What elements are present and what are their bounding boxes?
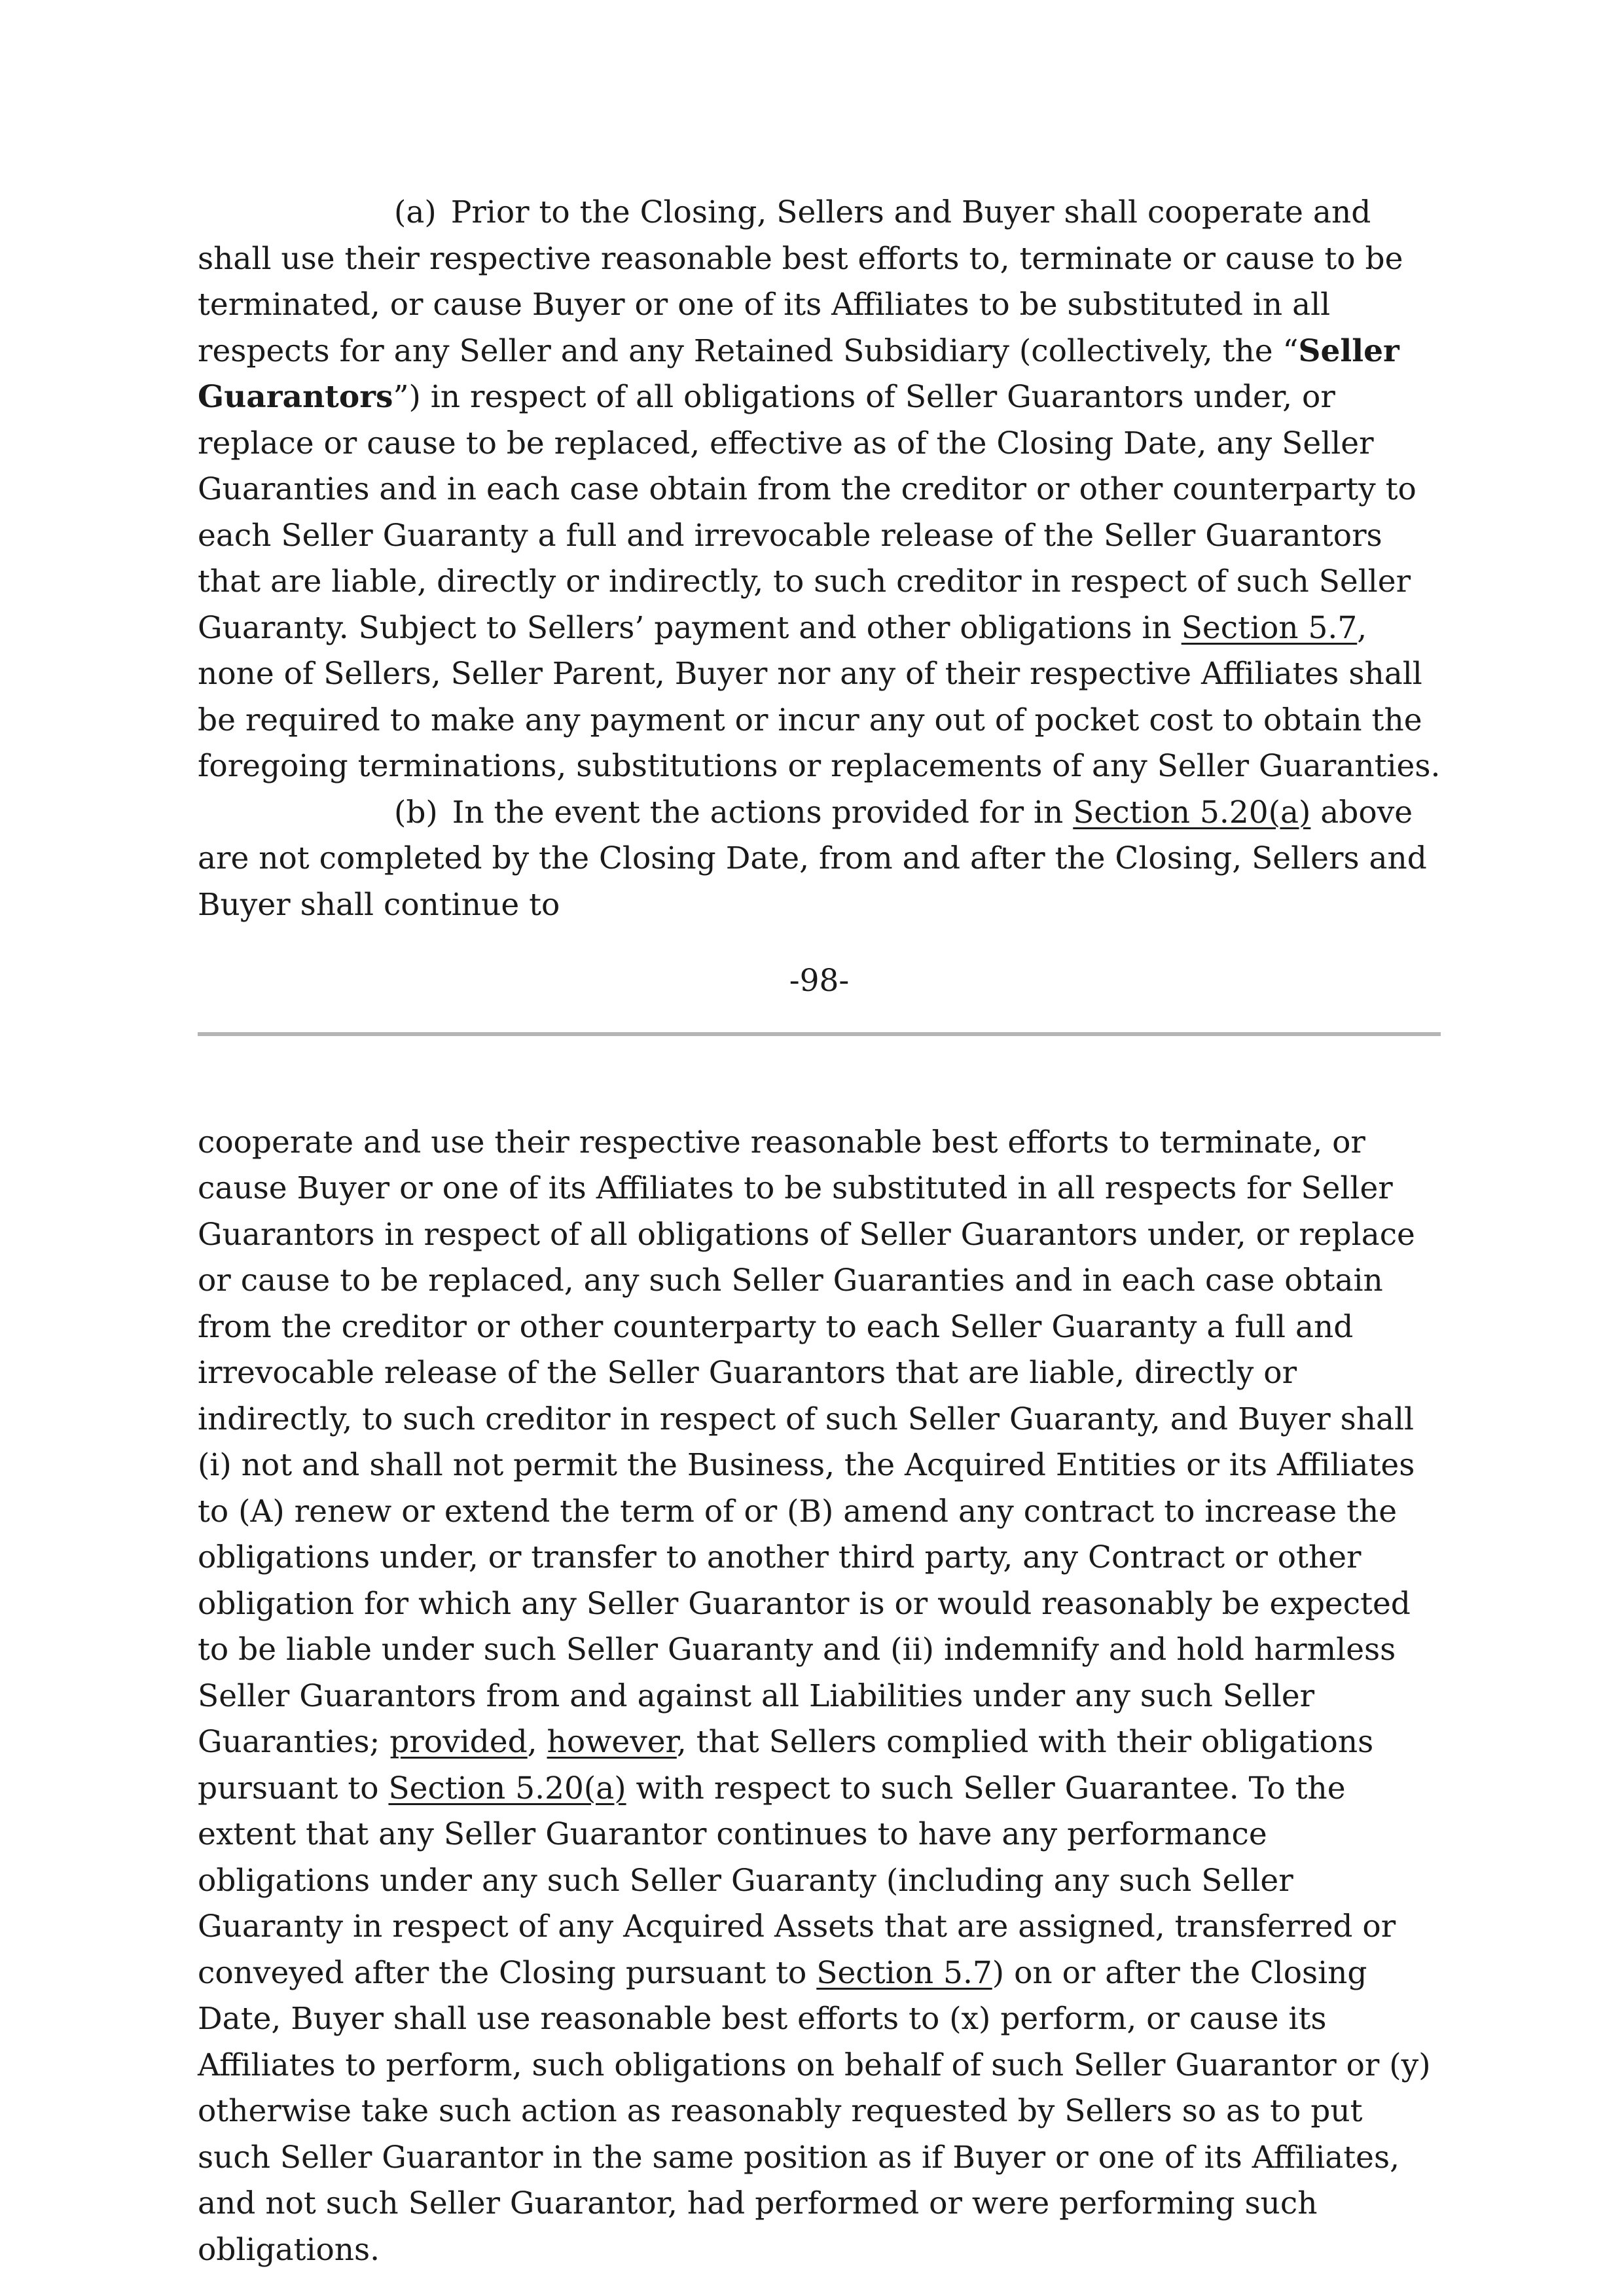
paragraph-a-text-1: Prior to the Closing, Sellers and Buyer shall cooperate and shall use their respective reasonable best efforts to, terminate or cause to be terminated, or cause Buyer or one of its Affiliates to be substituted in all respects for any Seller and any Retained Subsidiary (collectively, the “ [198, 194, 1403, 369]
section-ref-5-20a[interactable]: Section 5.20(a) [1073, 794, 1311, 831]
paragraph-continuation [198, 1120, 1441, 2274]
paragraph-a [198, 190, 1441, 790]
page-number: -98- [789, 963, 850, 999]
paragraph-a-label: (a) [394, 194, 437, 230]
continuation-text-4: ) on or after the Closing Date, Buyer shall use reasonable best efforts to (x) perform, or cause its Affiliates to perform, such obligations on behalf of such Seller Guarantor or (y) otherwise take such action as reasonably requested by Sellers so as to put such Seller Guarantor in the same position as if Buyer or one of its Affiliates, and not such Seller Guarantor, had performed or were performing such obligations. [198, 1954, 1431, 2268]
paragraph-b-text-1: In the event the actions provided for in [452, 794, 1074, 831]
section-ref-5-7[interactable]: Section 5.7 [1181, 609, 1358, 646]
paragraph-a-text-2: ”) in respect of all obligations of Seller Guarantors under, or replace or cause to be replaced, effective as of the Closing Date, any Seller Guaranties and in each case obtain from the creditor or other counterparty to each Seller Guaranty a full and irrevocable release of the Seller Guarantors that are liable, directly or indirectly, to such creditor in respect of such Seller Guaranty. Subject to Sellers’ payment and other obligations in [198, 379, 1416, 646]
term-however: however [547, 1724, 677, 1760]
paragraph-a-text-3: , none of Sellers, Seller Parent, Buyer nor any of their respective Affiliates shall be required to make any payment or incur any out of pocket cost to obtain the foregoing terminations, substitutions or replacements of any Seller Guaranties. [198, 609, 1441, 784]
section-ref-5-7-second[interactable]: Section 5.7 [816, 1954, 992, 1991]
paragraph-b-text-2: above are not completed by the Closing Date, from and after the Closing, Sellers and Buyer shall continue to [198, 794, 1427, 923]
continuation-text-2: , that Sellers complied with their obligations pursuant to [198, 1724, 1374, 1806]
continuation-comma: , [527, 1724, 547, 1760]
section-ref-5-20a-second[interactable]: Section 5.20(a) [388, 1770, 626, 1806]
term-provided: provided [389, 1724, 528, 1760]
paragraph-b-label: (b) [394, 794, 438, 831]
continuation-text-1: cooperate and use their respective reasonable best efforts to terminate, or cause Buyer or one of its Affiliates to be substituted in all respects for Seller Guarantors in respect of all obligations of Seller Guarantors under, or replace or cause to be replaced, any such Seller Guaranties and in each case obtain from the creditor or other counterparty to each Seller Guaranty a full and irrevocable release of the Seller Guarantors that are liable, directly or indirectly, to such creditor in respect of such Seller Guaranty, and Buyer shall (i) not and shall not permit the Business, the Acquired Entities or its Affiliates to (A) renew or extend the term of or (B) amend any contract to increase the obligations under, or transfer to another third party, any Contract or other obligation for which any Seller Guarantor is or would reasonably be expected to be liable under such Seller Guaranty and (ii) indemnify and hold harmless Seller Guarantors from and against all Liabilities under any such Seller Guaranties; [198, 1124, 1415, 1760]
defined-term-seller-guarantors: Seller Guarantors [198, 332, 1399, 415]
paragraph-b [198, 790, 1441, 929]
continuation-text-3: with respect to such Seller Guarantee. To the extent that any Seller Guarantor continues to have any performance obligations under any such Seller Guaranty (including any such Seller Guaranty in respect of any Acquired Assets that are assigned, transferred or conveyed after the Closing pursuant to [198, 1770, 1396, 1991]
page-break-divider [198, 1032, 1441, 1036]
